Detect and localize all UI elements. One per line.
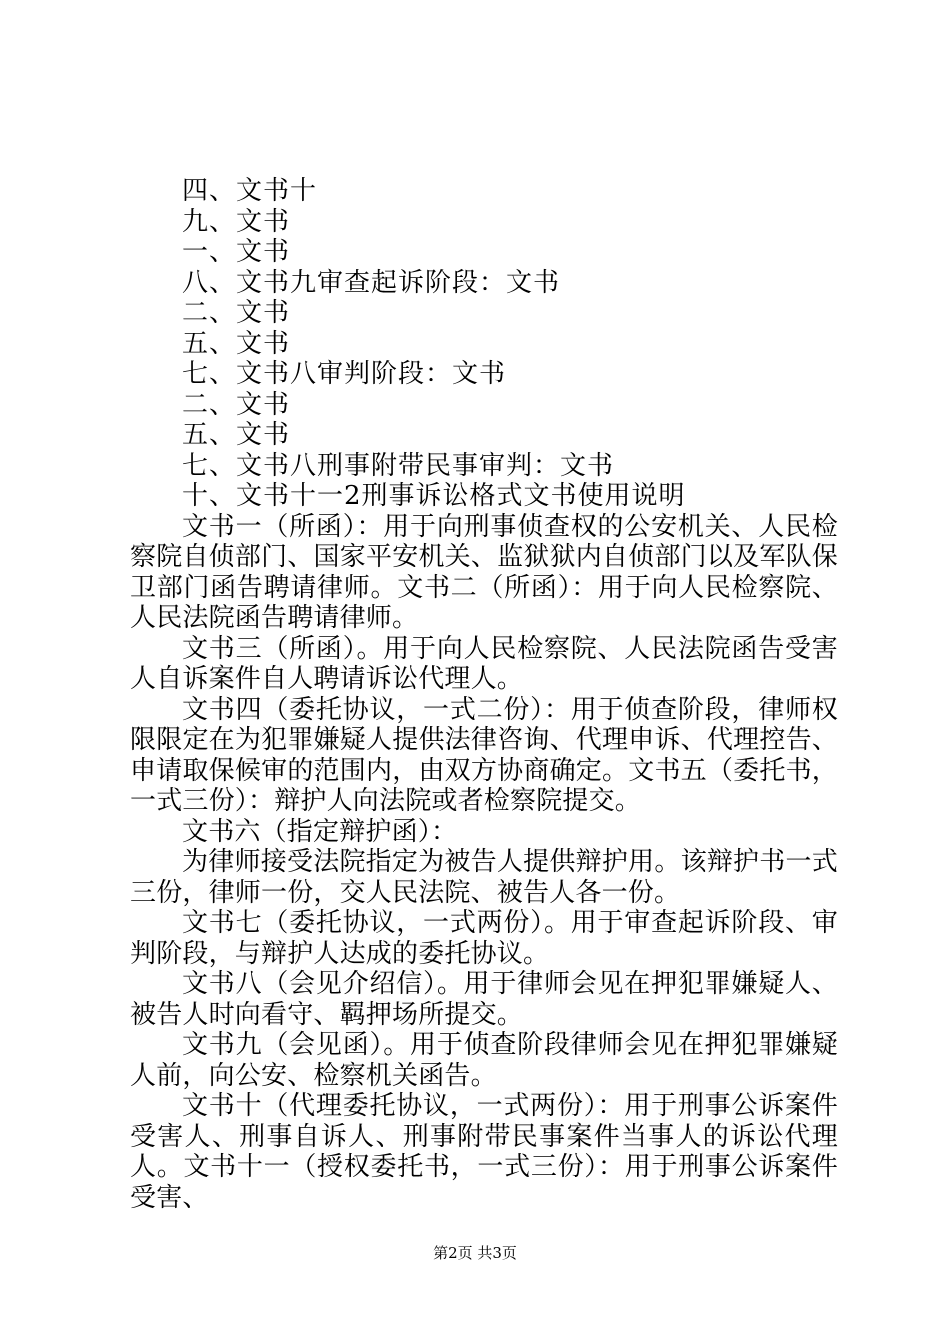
page-number: 第2页 共3页: [433, 1244, 517, 1262]
outline-line: 五、文书: [182, 328, 291, 359]
outline-line: 七、文书八刑事附带民事审判：文书: [182, 450, 615, 481]
outline-line: 二、文书: [182, 389, 291, 420]
body-paragraph: 文书七（委托协议，一式两份）。用于审查起诉阶段、审判阶段，与辩护人达成的委托协议。: [130, 908, 838, 969]
outline-line: 八、文书九审查起诉阶段：文书: [182, 267, 561, 298]
outline-line: 七、文书八审判阶段：文书: [182, 359, 507, 389]
body-paragraph: 文书四（委托协议，一式二份）：用于侦查阶段，律师权限限定在为犯罪嫌疑人提供法律咨询、代理申诉、代理控告、申请取保候审的范围内，由双方协商确定。文书五（委托书，一式三份）：辩护人向法院或者检察院提交。: [130, 694, 838, 816]
outline-line: 二、文书: [182, 298, 291, 328]
body-paragraph: 文书八（会见介绍信）。用于律师会见在押犯罪嫌疑人、被告人时向看守、羁押场所提交。: [130, 969, 838, 1030]
outline-line: 四、文书十: [182, 176, 318, 206]
document-body: [130, 176, 838, 1213]
outline-line: 一、文书: [182, 237, 291, 267]
outline-line: 五、文书: [182, 420, 291, 450]
body-paragraph: 为律师接受法院指定为被告人提供辩护用。该辩护书一式三份，律师一份，交人民法院、被告人各一份。: [130, 847, 838, 908]
body-paragraph: 文书一（所函）：用于向刑事侦查权的公安机关、人民检察院自侦部门、国家平安机关、监狱狱内自侦部门以及军队保卫部门函告聘请律师。文书二（所函）：用于向人民检察院、人民法院函告聘请律师。: [130, 511, 838, 633]
outline-line: 十、文书十一2刑事诉讼格式文书使用说明: [182, 481, 686, 511]
body-paragraph: 文书六（指定辩护函）：: [182, 816, 458, 847]
page-footer: [0, 1242, 950, 1263]
body-paragraph: 文书三（所函）。用于向人民检察院、人民法院函告受害人自诉案件自人聘请诉讼代理人。: [130, 633, 838, 694]
body-paragraph: 文书九（会见函）。用于侦查阶段律师会见在押犯罪嫌疑人前，向公安、检察机关函告。: [130, 1030, 838, 1091]
body-paragraph: 文书十（代理委托协议，一式两份）：用于刑事公诉案件受害人、刑事自诉人、刑事附带民事案件当事人的诉讼代理人。文书十一（授权委托书，一式三份）：用于刑事公诉案件受害、: [130, 1091, 838, 1213]
outline-line: 九、文书: [182, 206, 291, 237]
